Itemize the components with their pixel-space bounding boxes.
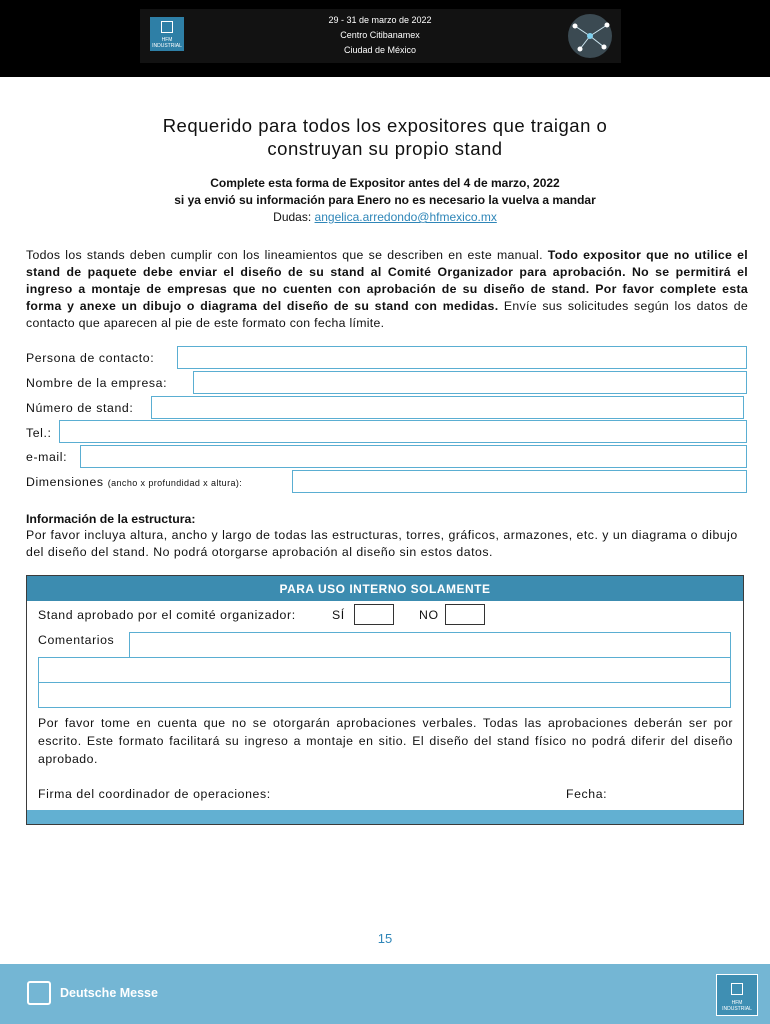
page-title: Requerido para todos los expositores que traigan o construyan su propio stand xyxy=(162,115,608,159)
deadline-text: Complete esta forma de Expositor antes del 4 de marzo, 2022 xyxy=(210,176,560,190)
event-venue: Centro Citibanamex xyxy=(340,30,420,40)
footer-logo-mark-icon xyxy=(731,983,743,995)
deutsche-messe-brand: Deutsche Messe xyxy=(60,986,158,1000)
footer-logo-text: HFM INDUSTRIAL xyxy=(722,1000,752,1012)
structure-text: Por favor incluya altura, ancho y largo de todas las estructuras, torres, gráficos, armazones, etc. y un diagrama o dibujo del diseño del stand. No podrá otorgarse aprobación al diseño sin estos datos. xyxy=(26,528,738,559)
stand-number-field[interactable] xyxy=(151,396,744,419)
yes-checkbox[interactable] xyxy=(354,604,394,625)
logo-text: HFM INDUSTRIAL xyxy=(152,37,182,49)
no-checkbox[interactable] xyxy=(445,604,485,625)
resend-note: si ya envió su información para Enero no es necesario la vuelva a mandar xyxy=(174,193,596,207)
company-field[interactable] xyxy=(193,371,747,394)
comments-field-1[interactable] xyxy=(129,632,731,658)
intro-text-end: Envíe sus solicitudes según los datos de contacto que aparecen al pie de este formato con fecha límite. xyxy=(26,299,748,330)
signature-label: Firma del coordinador de operaciones: xyxy=(38,787,271,801)
internal-use-panel xyxy=(26,575,744,825)
event-city: Ciudad de México xyxy=(343,45,417,55)
comments-label: Comentarios xyxy=(38,633,115,647)
approved-label: Stand aprobado por el comité organizador: xyxy=(38,608,296,622)
contact-field[interactable] xyxy=(177,346,747,369)
dimensions-label xyxy=(26,475,242,489)
contact-label: Persona de contacto: xyxy=(26,351,155,365)
company-label: Nombre de la empresa: xyxy=(26,376,168,390)
date-label: Fecha: xyxy=(566,787,608,801)
deutsche-messe-logo-icon xyxy=(27,981,51,1005)
questions-label: Dudas: xyxy=(273,210,312,224)
tel-label: Tel.: xyxy=(26,426,52,440)
event-info xyxy=(290,13,470,58)
dimensions-field[interactable] xyxy=(292,470,747,493)
footer-hfm-logo xyxy=(716,974,758,1016)
page-footer xyxy=(0,964,770,1024)
contact-email-link[interactable]: angelica.arredondo@hfmexico.mx xyxy=(314,210,497,224)
internal-use-footer xyxy=(27,810,743,824)
structure-heading: Información de la estructura: xyxy=(26,512,196,526)
header-bar xyxy=(0,0,770,77)
approval-note: Por favor tome en cuenta que no se otorgarán aprobaciones verbales. Todas las aprobaciones deberán ser por escrito. Este formato facilitará su ingreso a montaje en sitio. El diseño del stand físico no podrá diferir del diseño aprobado. xyxy=(38,716,733,766)
dimensions-text: Dimensiones xyxy=(26,475,104,489)
tel-field[interactable] xyxy=(59,420,747,443)
no-label: NO xyxy=(419,608,439,622)
comments-field-3[interactable] xyxy=(38,682,731,708)
intro-paragraph xyxy=(26,247,748,332)
event-dates: 29 - 31 de marzo de 2022 xyxy=(328,15,432,25)
stand-number-label: Número de stand: xyxy=(26,401,134,415)
comments-field-2[interactable] xyxy=(38,657,731,683)
hfm-industrial-logo xyxy=(150,17,184,51)
logo-mark-icon xyxy=(161,21,173,33)
internal-use-header: PARA USO INTERNO SOLAMENTE xyxy=(27,576,743,601)
intro-text: Todos los stands deben cumplir con los lineamientos que se describen en este manual. xyxy=(26,248,548,262)
yes-label: SÍ xyxy=(332,608,345,622)
email-field[interactable] xyxy=(80,445,747,468)
network-graphic-icon xyxy=(560,11,620,61)
intro-bold-text: Todo expositor que no utilice el stand de paquete debe enviar el diseño de su stand al Comité Organizador para aprobación. No se permitirá el ingreso a montaje de empresas que no cuenten con aprobación de su diseño de stand. Por favor complete esta forma y anexe un dibujo o diagrama del diseño de su stand con medidas. xyxy=(26,248,748,313)
questions-line xyxy=(100,210,670,224)
email-label: e-mail: xyxy=(26,450,68,464)
dimensions-note: (ancho x profundidad x altura): xyxy=(107,478,243,488)
event-banner xyxy=(140,9,621,63)
page-number: 15 xyxy=(377,931,393,946)
